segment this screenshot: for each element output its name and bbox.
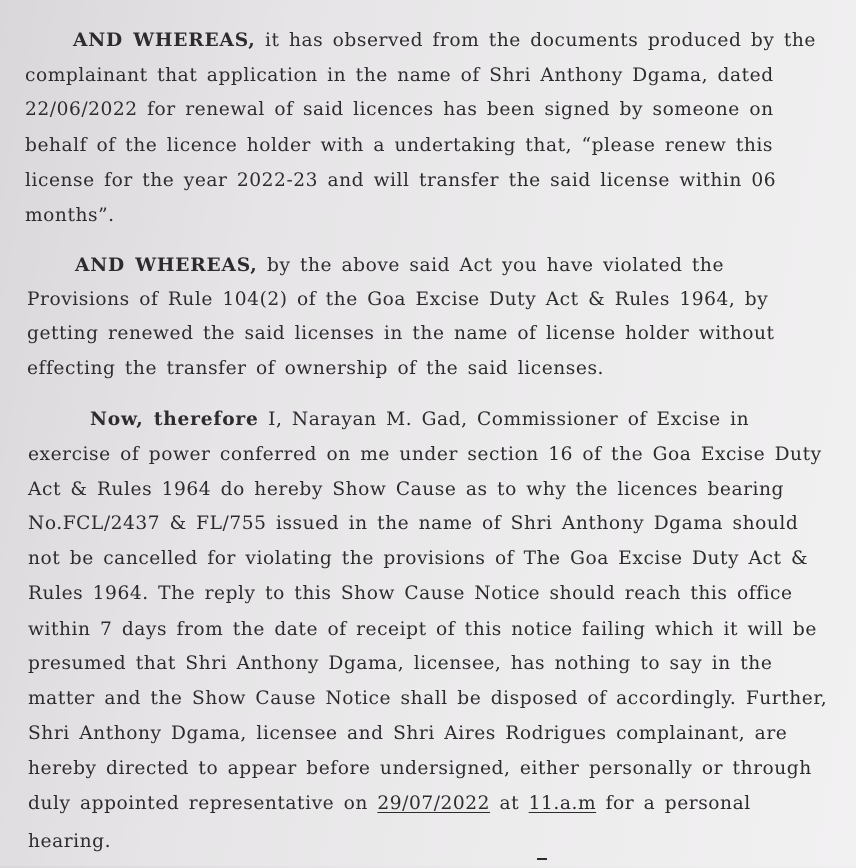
p3-line-13: hearing. <box>28 831 112 852</box>
p3-line-3: Act & Rules 1964 do hereby Show Cause as to why the licences bearing <box>28 479 785 500</box>
p3-line-12 <box>28 793 751 814</box>
p3-line-12-end: for a personal <box>596 793 751 814</box>
p1-line-4: behalf of the licence holder with a undertaking that, “please renew this <box>25 135 773 156</box>
p2-line-3: getting renewed the said licenses in the name of license holder without <box>27 323 775 344</box>
hearing-date: 29/07/2022 <box>377 793 491 814</box>
p2-lead: AND WHEREAS, <box>75 255 258 276</box>
p1-line-3: 22/06/2022 for renewal of said licences has been signed by someone on <box>25 99 774 120</box>
p3-line-7: within 7 days from the date of receipt of this notice failing which it will be <box>28 619 817 640</box>
p1-line-6: months”. <box>25 205 115 226</box>
p3-lead: Now, therefore <box>90 409 259 430</box>
p1-lead: AND WHEREAS, <box>73 30 256 51</box>
p3-line-12-mid: at <box>490 793 529 814</box>
p1-line-1-text: it has observed from the documents produced by the <box>255 30 816 51</box>
p2-line-1-text: by the above said Act you have violated the <box>257 255 725 276</box>
p1-line-2: complainant that application in the name of Shri Anthony Dgama, dated <box>25 65 774 86</box>
p1-line-5: license for the year 2022-23 and will transfer the said license within 06 <box>25 170 777 191</box>
p3-line-12-start: duly appointed representative on <box>28 793 378 814</box>
p3-line-1 <box>90 409 749 430</box>
p2-line-2: Provisions of Rule 104(2) of the Goa Excise Duty Act & Rules 1964, by <box>27 289 769 310</box>
p3-line-2: exercise of power conferred on me under section 16 of the Goa Excise Duty <box>28 444 822 465</box>
p2-line-4: effecting the transfer of ownership of the said licenses. <box>27 358 605 379</box>
p3-line-8: presumed that Shri Anthony Dgama, licensee, has nothing to say in the <box>28 653 773 674</box>
p3-line-10: Shri Anthony Dgama, licensee and Shri Aires Rodrigues complainant, are <box>28 723 788 744</box>
p2-line-1 <box>75 255 724 276</box>
p3-line-5: not be cancelled for violating the provisions of The Goa Excise Duty Act & <box>28 548 809 569</box>
p1-line-1 <box>73 30 816 51</box>
p3-line-6: Rules 1964. The reply to this Show Cause Notice should reach this office <box>28 583 793 604</box>
hearing-time: 11.a.m <box>528 793 597 814</box>
p3-line-11: hereby directed to appear before undersigned, either personally or through <box>28 758 812 779</box>
p3-line-9: matter and the Show Cause Notice shall be disposed of accordingly. Further, <box>28 688 828 709</box>
ink-mark <box>537 858 547 868</box>
p3-line-4: No.FCL/2437 & FL/755 issued in the name of Shri Anthony Dgama should <box>28 513 799 534</box>
p3-line-1-text: I, Narayan M. Gad, Commissioner of Excise in <box>258 409 750 430</box>
